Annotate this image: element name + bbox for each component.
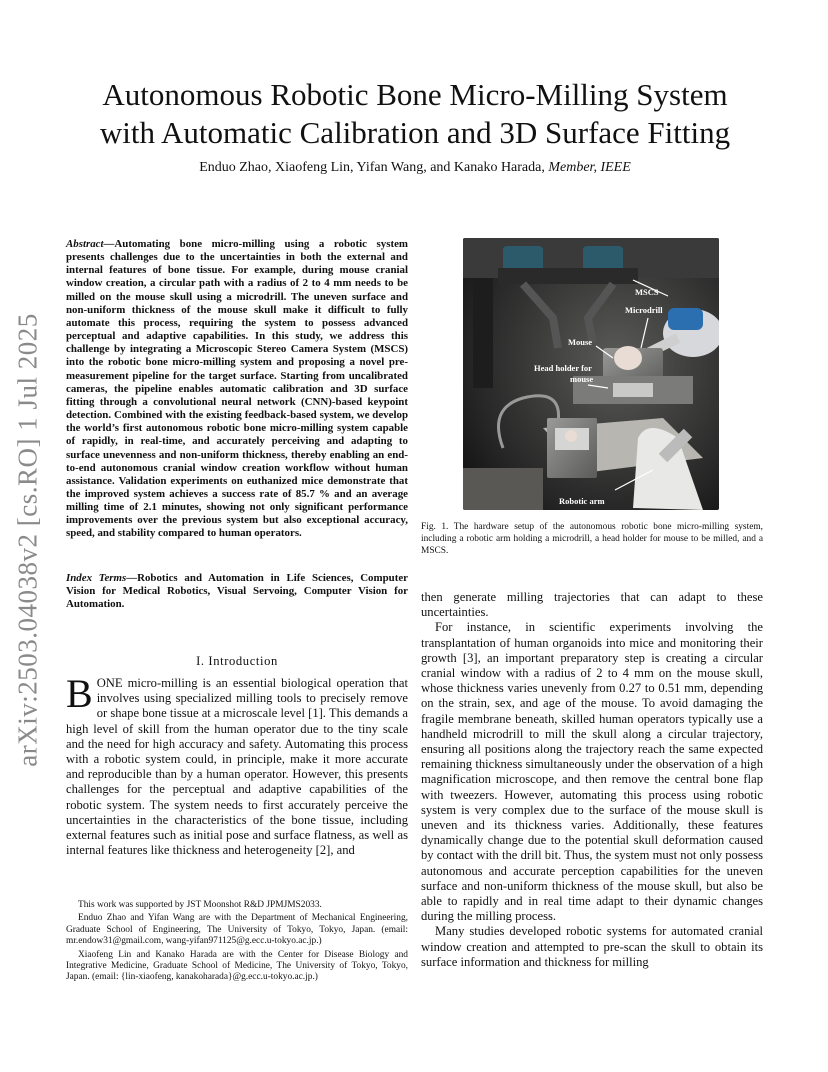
author-names: Enduo Zhao, Xiaofeng Lin, Yifan Wang, and Kanako Harada, [199,160,545,175]
author-list [60,160,770,176]
paragraph-continuation: then generate milling trajectories that can adapt to these uncertainties. [421,590,763,620]
introduction-text: ONE micro-milling is an essential biological operation that involves using specialized milling tools to precisely remove or shape bone tissue at a microscale level [1]. This demands a high level of skill from the human operator due to the tiny scale and the need for high accuracy and safety. Automating this process with a robotic system could, in principle, make it more accurate and reproducible than by a human operator. However, this presents challenges for the perceptual and adaptive capabilities of the robotic system. The system needs to first accurately perceive the uncertainties in the characteristics of the bone tissue, including external features such as initial pose and surface flatness, as well as internal features like thickness and heterogeneity [2], and [66,676,408,858]
figure-hardware-setup [463,238,719,510]
footnote-affiliation-1: Enduo Zhao and Yifan Wang are with the Department of Mechanical Engineering, Graduate School of Engineering, The University of Tokyo, Tokyo, Japan. (email: mr.endow31@gmail.com, wang-yifan971125@g.ecc.u-tokyo.ac.jp.) [66,913,408,947]
label-microdrill: Microdrill [625,305,663,315]
paragraph-related-work: Many studies developed robotic systems for automated cranial window creation and attempted to pre-scan the skull to obtain its surface information and thickness for milling [421,924,763,969]
title-line-2: with Automatic Calibration and 3D Surface Fitting [99,115,731,150]
label-head-holder-line-2: mouse [570,374,594,384]
hardware-photo-illustration [463,238,719,510]
label-mscs: MSCS [635,287,659,297]
label-robotic-arm: Robotic arm [559,496,605,506]
footnote-affiliation-2: Xiaofeng Lin and Kanako Harada are with the Center for Disease Biology and Integrative Medicine, Graduate School of Medicine, The University of Tokyo, Tokyo, Japan. (email: {lin-xiaofeng, kanakoharada}@g.ecc.u-tokyo.ac.jp.) [66,949,408,983]
abstract-label: Abstract [66,238,104,250]
label-mouse: Mouse [568,337,593,347]
abstract [66,238,408,541]
paper-title [60,76,770,152]
index-terms-text: —Robotics and Automation in Life Sciences, Computer Vision for Medical Robotics, Visual Servoing, Computer Vision for Automation. [66,572,408,611]
paragraph-cranial-window: For instance, in scientific experiments involving the transplantation of human organoids into mice and monitoring their growth [3], an important preparatory step is creating a circular cranial window with a radius of 2 to 4 mm on the mouse skull, whose thickness varies unevenly from 0.27 to 0.51 mm, depending on the strain, sex, and age of the mouse. To avoid damaging the fragile membrane beneath, skilled human operators typically use a handheld microdrill to mill the skull along a circular trajectory, ensuring all positions along the trajectory reach the same expected remaining thickness simultaneously under the observation of a high magnification microscope, and then remove the central bone flap with tweezers. However, automating this process using robotic system is very complex due to the surface of the mouse skull is uneven and its thickness varies. Additionally, these features dynamically change due to the potential skull deformation caused by contact with the drill bit. Thus, the system must not only possess autonomous and accurate perception capabilities for the uneven surface and non-uniform thickness of the mouse skull, but also be able to rapidly and in real time adapt to their dynamic changes during the milling process. [421,620,763,924]
author-role: Member, IEEE [548,160,631,175]
introduction-paragraph [66,671,408,858]
footnotes [66,900,408,986]
index-terms [66,572,408,611]
label-head-holder-line-1: Head holder for [534,363,592,373]
abstract-text: —Automating bone micro-milling using a robotic system presents challenges due to the uncertainties in both the external and internal features of bone tissue. For example, during mouse cranial window creation, a circular path with a radius of 2 to 4 mm needs to be milled on the mouse skull using a microdrill. The uneven surface and non-uniform thickness of the mouse skull make it difficult to fully automate this process, requiring the system to possess advanced perceptual and adaptive capabilities. In this study, we address this challenge by integrating a Microscopic Stereo Camera System (MSCS) into the robotic bone micro-milling system and proposing a novel pre-measurement pipeline for the target surface. Starting from uncalibrated cameras, the pipeline enables automatic calibration and 3D surface fitting through a convolutional neural network (CNN)-based keypoint detection. Combined with the existing feedback-based system, we develop the world’s first autonomous robotic bone micro-milling system capable of rapidly, in real-time, and accurately perceiving and adapting to surface unevenness and non-uniform thickness, thereby enabling an end-to-end autonomous cranial window creation workflow without human assistance. Validation experiments on euthanized mice demonstrate that the improved system achieves a success rate of 85.7 % and an average milling time of 2.1 minutes, showing not only significant performance improvements over the previous system but also exceptional accuracy, speed, and stability compared to human operators. [66,238,408,540]
right-column-text [421,590,763,970]
drop-cap: B [66,671,93,716]
index-terms-label: Index Terms [66,572,127,584]
footnote-funding: This work was supported by JST Moonshot R&D JPMJMS2033. [78,900,322,910]
arxiv-identifier: arXiv:2503.04038v2 [cs.RO] 1 Jul 2025 [12,313,43,767]
figure-caption: Fig. 1. The hardware setup of the autonomous robotic bone micro-milling system, including a robotic arm holding a microdrill, a head holder for mouse to be milled, and a MSCS. [421,522,763,556]
section-heading-introduction: I. Introduction [196,654,278,668]
title-line-1: Autonomous Robotic Bone Micro-Milling System [102,77,728,112]
